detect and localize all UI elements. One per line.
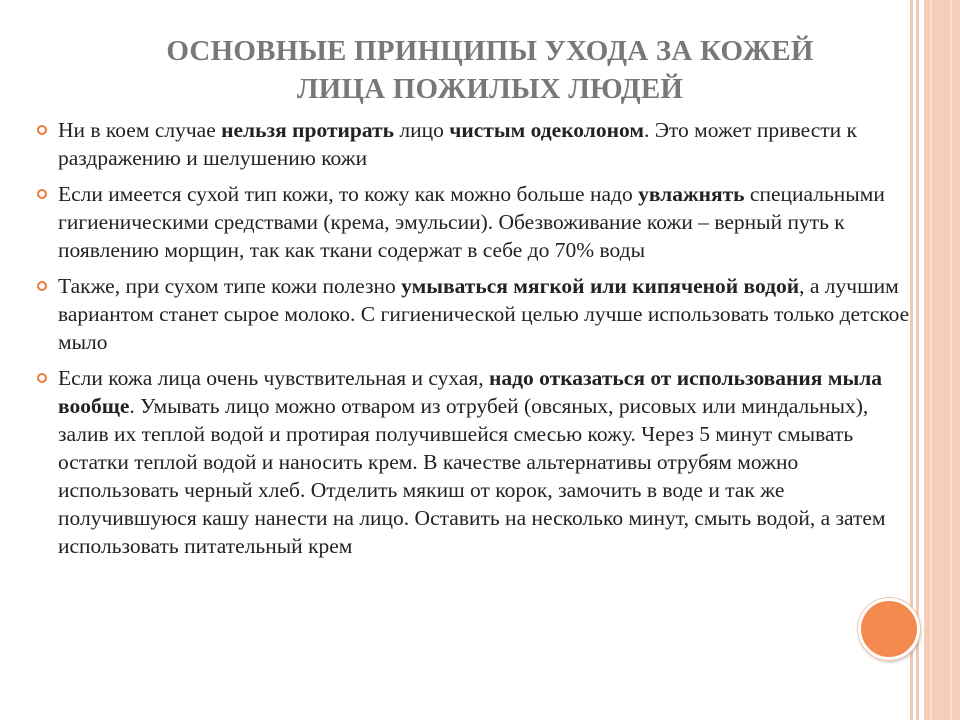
text-run: . Это может привести к раздражению и шелушению кожи bbox=[58, 118, 857, 170]
bullet-item-4 bbox=[36, 364, 916, 560]
bullet-list bbox=[36, 116, 916, 568]
decorative-side-stripes bbox=[910, 0, 960, 720]
bullet-ring-icon bbox=[37, 281, 47, 291]
bold-run: надо отказаться от использования мыла вообще bbox=[58, 366, 883, 418]
text-run: Ни в коем случае bbox=[58, 118, 222, 142]
bold-run: чистым одеколоном bbox=[449, 118, 644, 142]
text-run: Также, при сухом типе кожи полезно bbox=[58, 274, 402, 298]
bullet-item-1 bbox=[36, 116, 916, 172]
text-run: лицо bbox=[393, 118, 450, 142]
decorative-orange-circle bbox=[858, 598, 920, 660]
text-run: Если имеется сухой тип кожи, то кожу как можно больше надо bbox=[58, 182, 639, 206]
bullet-item-3 bbox=[36, 272, 916, 356]
bullet-text-1 bbox=[58, 116, 916, 172]
bullet-text-2 bbox=[58, 180, 916, 264]
slide-title-line-1: ОСНОВНЫЕ ПРИНЦИПЫ УХОДА ЗА КОЖЕЙ bbox=[166, 35, 814, 67]
stripe-thin-2 bbox=[916, 0, 919, 720]
text-run: специальными гигиеническими средствами (крема, эмульсии). Обезвоживание кожи – верный путь к появлению морщин, так как ткани содержат в себе до 70% воды bbox=[58, 182, 885, 262]
bold-run: увлажнять bbox=[638, 182, 745, 206]
bullet-ring-icon bbox=[37, 373, 47, 383]
bullet-item-2 bbox=[36, 180, 916, 264]
text-run: , а лучшим вариантом станет сырое молоко. С гигиенической целью лучше использовать только детское мыло bbox=[58, 274, 910, 354]
stripe-light-1 bbox=[930, 0, 932, 720]
slide-title bbox=[60, 32, 920, 108]
slide-title-line-2: ЛИЦА ПОЖИЛЫХ ЛЮДЕЙ bbox=[296, 73, 684, 105]
bullet-text-4 bbox=[58, 364, 916, 560]
stripe-light-2 bbox=[950, 0, 952, 720]
bullet-text-3 bbox=[58, 272, 916, 356]
text-run: . Умывать лицо можно отваром из отрубей (овсяных, рисовых или миндальных), залив их теплой водой и протирая получившейся смесью кожу. Через 5 минут смывать остатки теплой водой и наносить крем. В качестве альтернативы отрубям можно использовать черный хлеб. Отделить мякиш от корок, замочить в воде и так же получившуюся кашу нанести на лицо. Оставить на несколько минут, смыть водой, а затем использовать питательный крем bbox=[58, 394, 886, 558]
bullet-ring-icon bbox=[37, 189, 47, 199]
text-run: Если кожа лица очень чувствительная и сухая, bbox=[58, 366, 490, 390]
bold-run: умываться мягкой или кипяченой водой bbox=[401, 274, 800, 298]
bold-run: нельзя протирать bbox=[221, 118, 394, 142]
bullet-ring-icon bbox=[37, 125, 47, 135]
